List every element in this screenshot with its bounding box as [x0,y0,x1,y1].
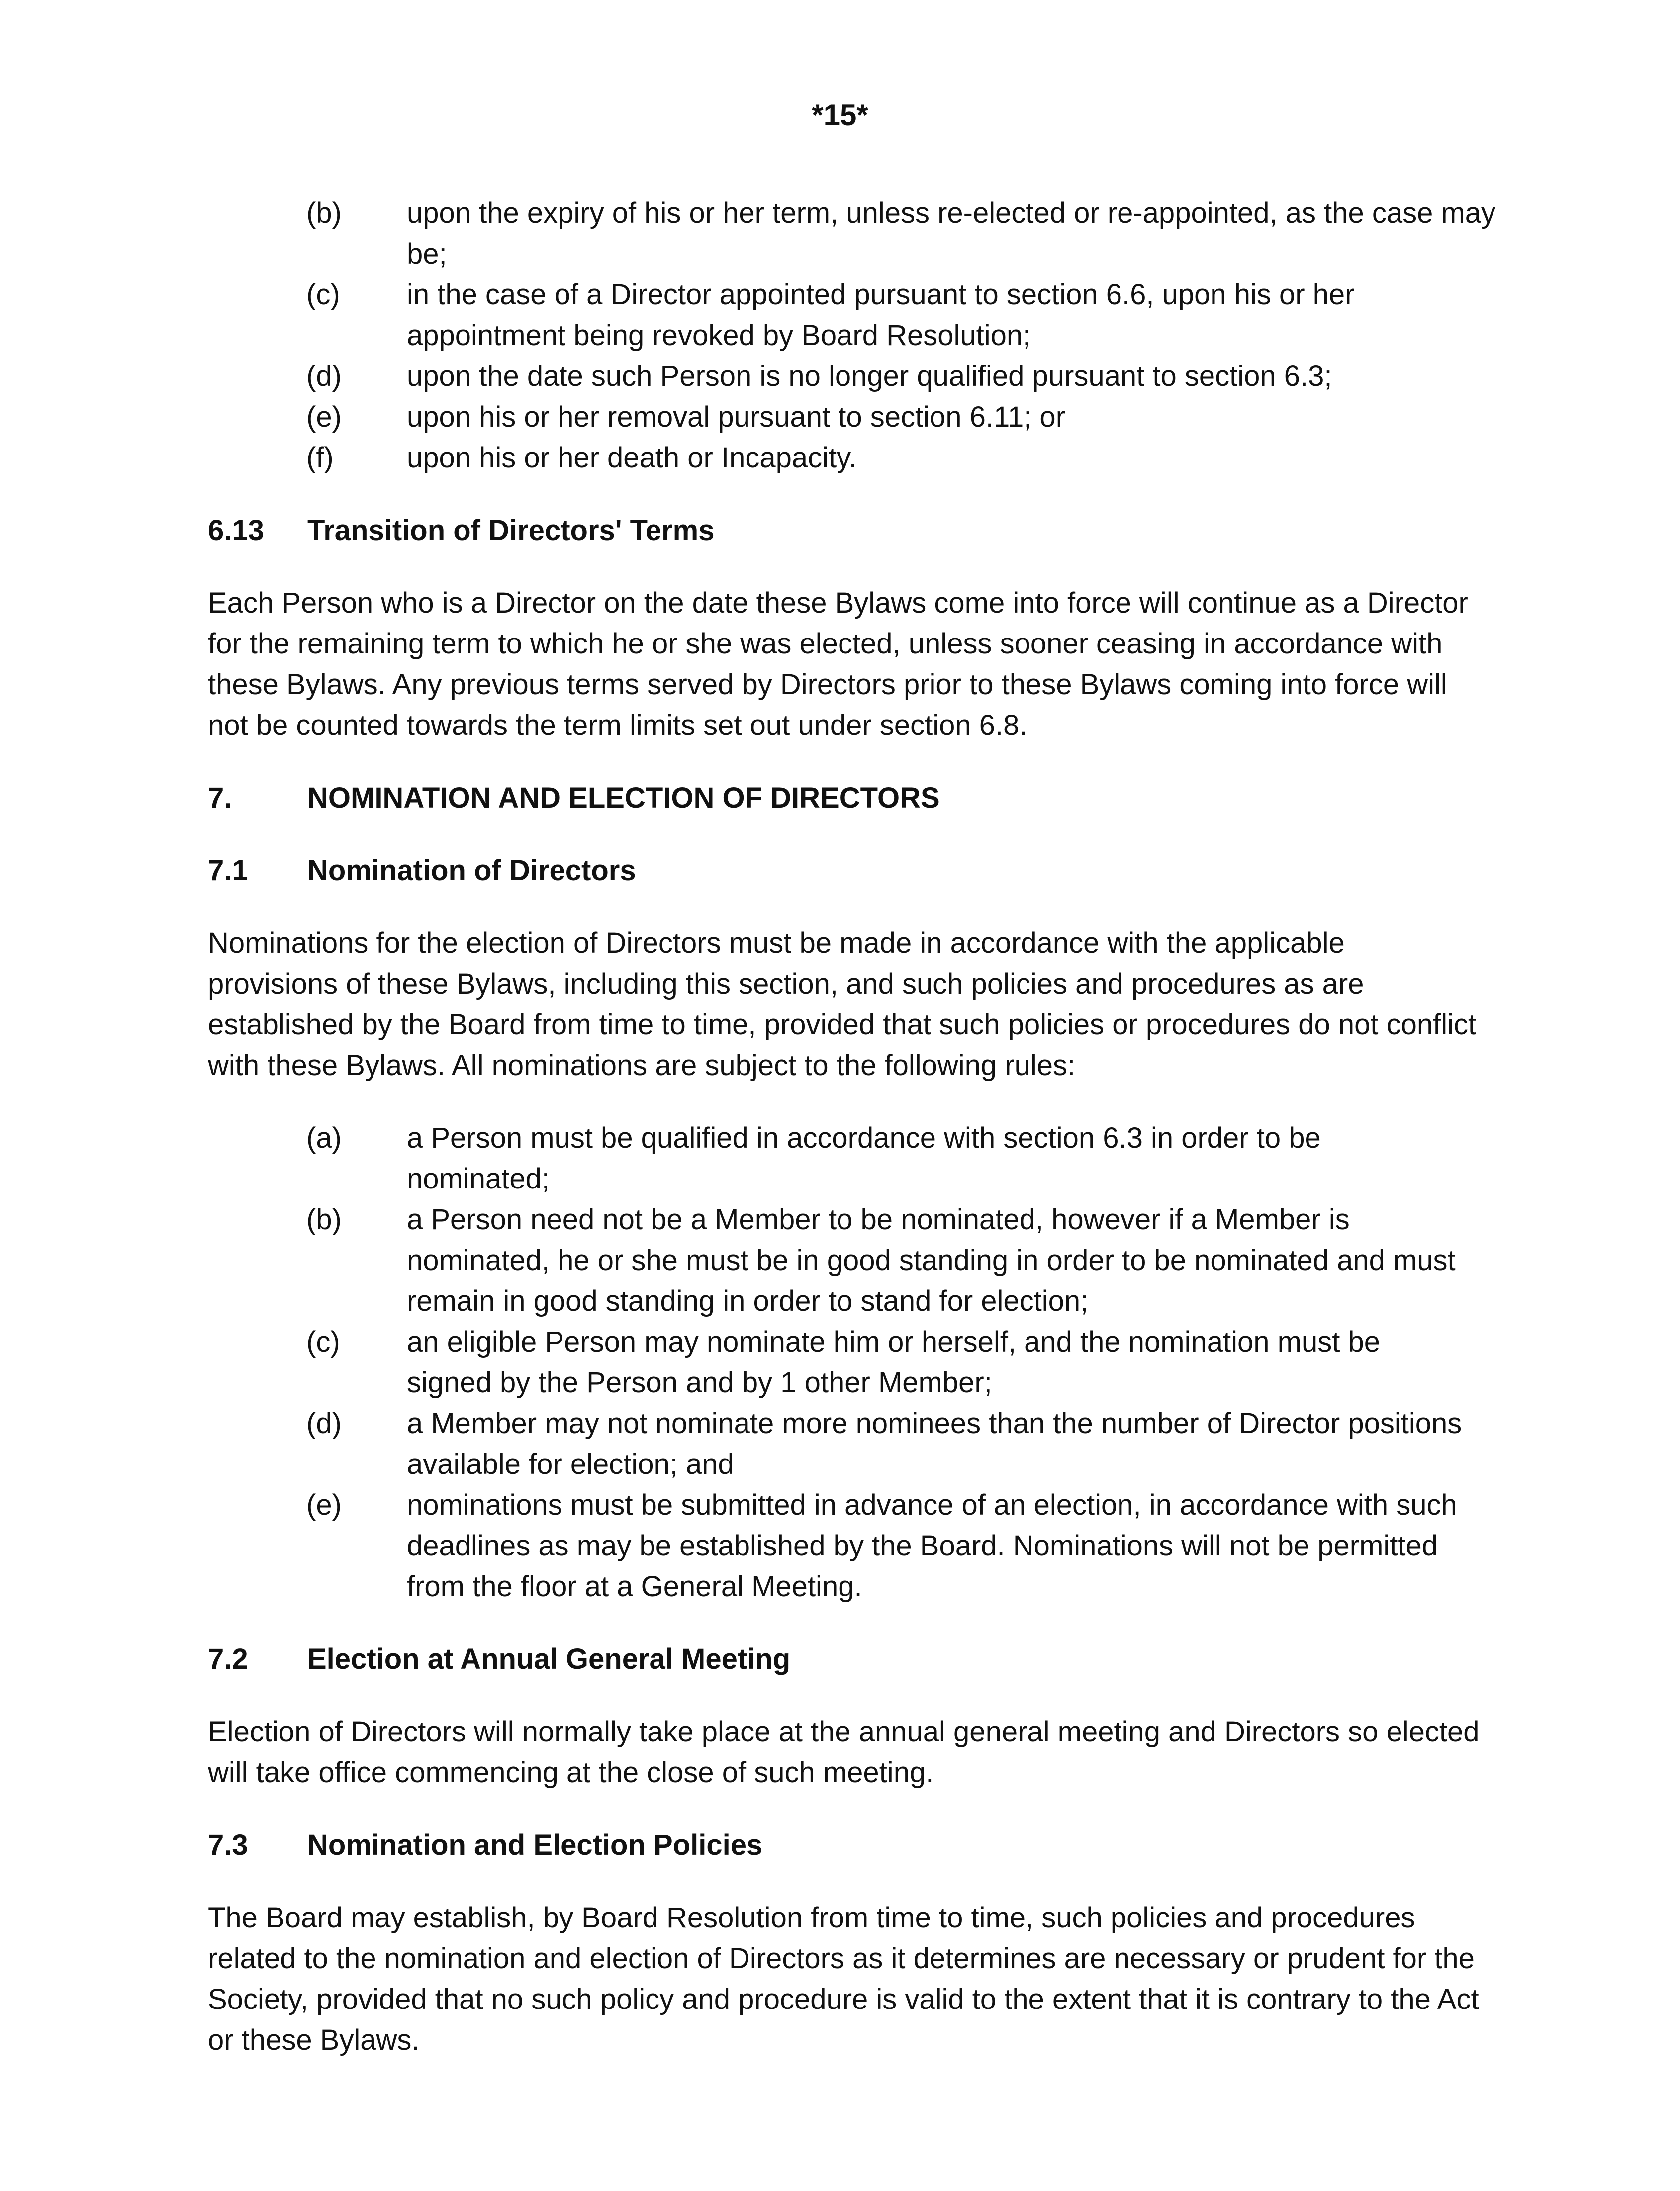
section-number: 7.2 [208,1643,248,1675]
list-item-text: a Person need not be a Member to be nominated, however if a Member is nominated, he or she must be in good standing in order to be nominated and must remain in good standing in order to stand for election; [407,1203,1456,1317]
list-item-text: nominations must be submitted in advance of an election, in accordance with such deadlines as may be established by the Board. Nominations will not be permitted from the floor at a General Meeting. [407,1489,1457,1603]
section-heading-7-3 [208,1825,1481,1866]
list-item-text: an eligible Person may nominate him or herself, and the nomination must be signed by the Person and by 1 other Member; [407,1326,1380,1399]
list-marker: (d) [306,360,342,392]
list-item [208,1118,1471,1199]
section-body-7-3: The Board may establish, by Board Resolution from time to time, such policies and procedures related to the nomination and election of Directors as it determines are necessary or prudent for the Society, provided that no such policy and procedure is valid to the extent that it is contrary to the Act or these Bylaws. [208,1902,1479,2056]
list-marker: (b) [306,1203,342,1236]
section-heading-6-13 [208,510,1481,551]
list-item [208,1485,1471,1607]
list-marker: (e) [306,1489,342,1521]
page-content [208,193,1496,2061]
list-item-text: upon his or her death or Incapacity. [407,442,857,474]
list-item [208,397,1501,438]
list-item [208,274,1501,356]
section-number: 7.1 [208,854,248,887]
list-marker: (f) [306,442,334,474]
list-marker: (a) [306,1122,342,1154]
section-heading-7-1 [208,850,1481,891]
list-item-text: upon the date such Person is no longer qualified pursuant to section 6.3; [407,360,1332,392]
section-title: NOMINATION AND ELECTION OF DIRECTORS [307,782,940,814]
list-item-text: in the case of a Director appointed pursuant to section 6.6, upon his or her appointment being revoked by Board Resolution; [407,278,1355,352]
list-item [208,1322,1471,1403]
section-number: 6.13 [208,514,264,547]
section-heading-7 [208,778,1481,819]
list-item [208,1199,1471,1322]
list-marker: (e) [306,401,342,433]
section-title: Transition of Directors' Terms [307,514,715,547]
list-marker: (c) [306,278,340,311]
section-number: 7.3 [208,1829,248,1861]
list-item [208,356,1501,397]
list-item-text: upon the expiry of his or her term, unless re-elected or re-appointed, as the case may be; [407,197,1496,270]
section-body-7-2: Election of Directors will normally take place at the annual general meeting and Directors so elected will take office commencing at the close of such meeting. [208,1716,1480,1789]
section-title: Nomination and Election Policies [307,1829,763,1861]
section-number: 7. [208,782,232,814]
termination-list [208,193,1501,478]
list-item-text: a Person must be qualified in accordance with section 6.3 in order to be nominated; [407,1122,1321,1195]
section-heading-7-2 [208,1639,1481,1680]
list-item [208,438,1501,478]
section-title: Election at Annual General Meeting [307,1643,791,1675]
section-title: Nomination of Directors [307,854,636,887]
list-item [208,1403,1471,1485]
list-item-text: a Member may not nominate more nominees than the number of Director positions available for election; and [407,1407,1462,1480]
list-marker: (c) [306,1326,340,1358]
list-marker: (b) [306,197,342,229]
section-body-6-13: Each Person who is a Director on the date these Bylaws come into force will continue as a Director for the remaining term to which he or she was elected, unless sooner ceasing in accordance with these Bylaws. Any previous terms served by Directors prior to these Bylaws coming into force will not be counted towards the term limits set out under section 6.8. [208,587,1468,741]
page-number: *15* [812,98,868,132]
nomination-rules-list [208,1118,1471,1607]
list-item [208,193,1501,274]
list-item-text: upon his or her removal pursuant to section 6.11; or [407,401,1066,433]
section-body-7-1: Nominations for the election of Directors must be made in accordance with the applicable provisions of these Bylaws, including this section, and such policies and procedures as are established by the Board from time to time, provided that such policies or procedures do not conflict with these Bylaws. All nominations are subject to the following rules: [208,927,1477,1082]
list-marker: (d) [306,1407,342,1440]
